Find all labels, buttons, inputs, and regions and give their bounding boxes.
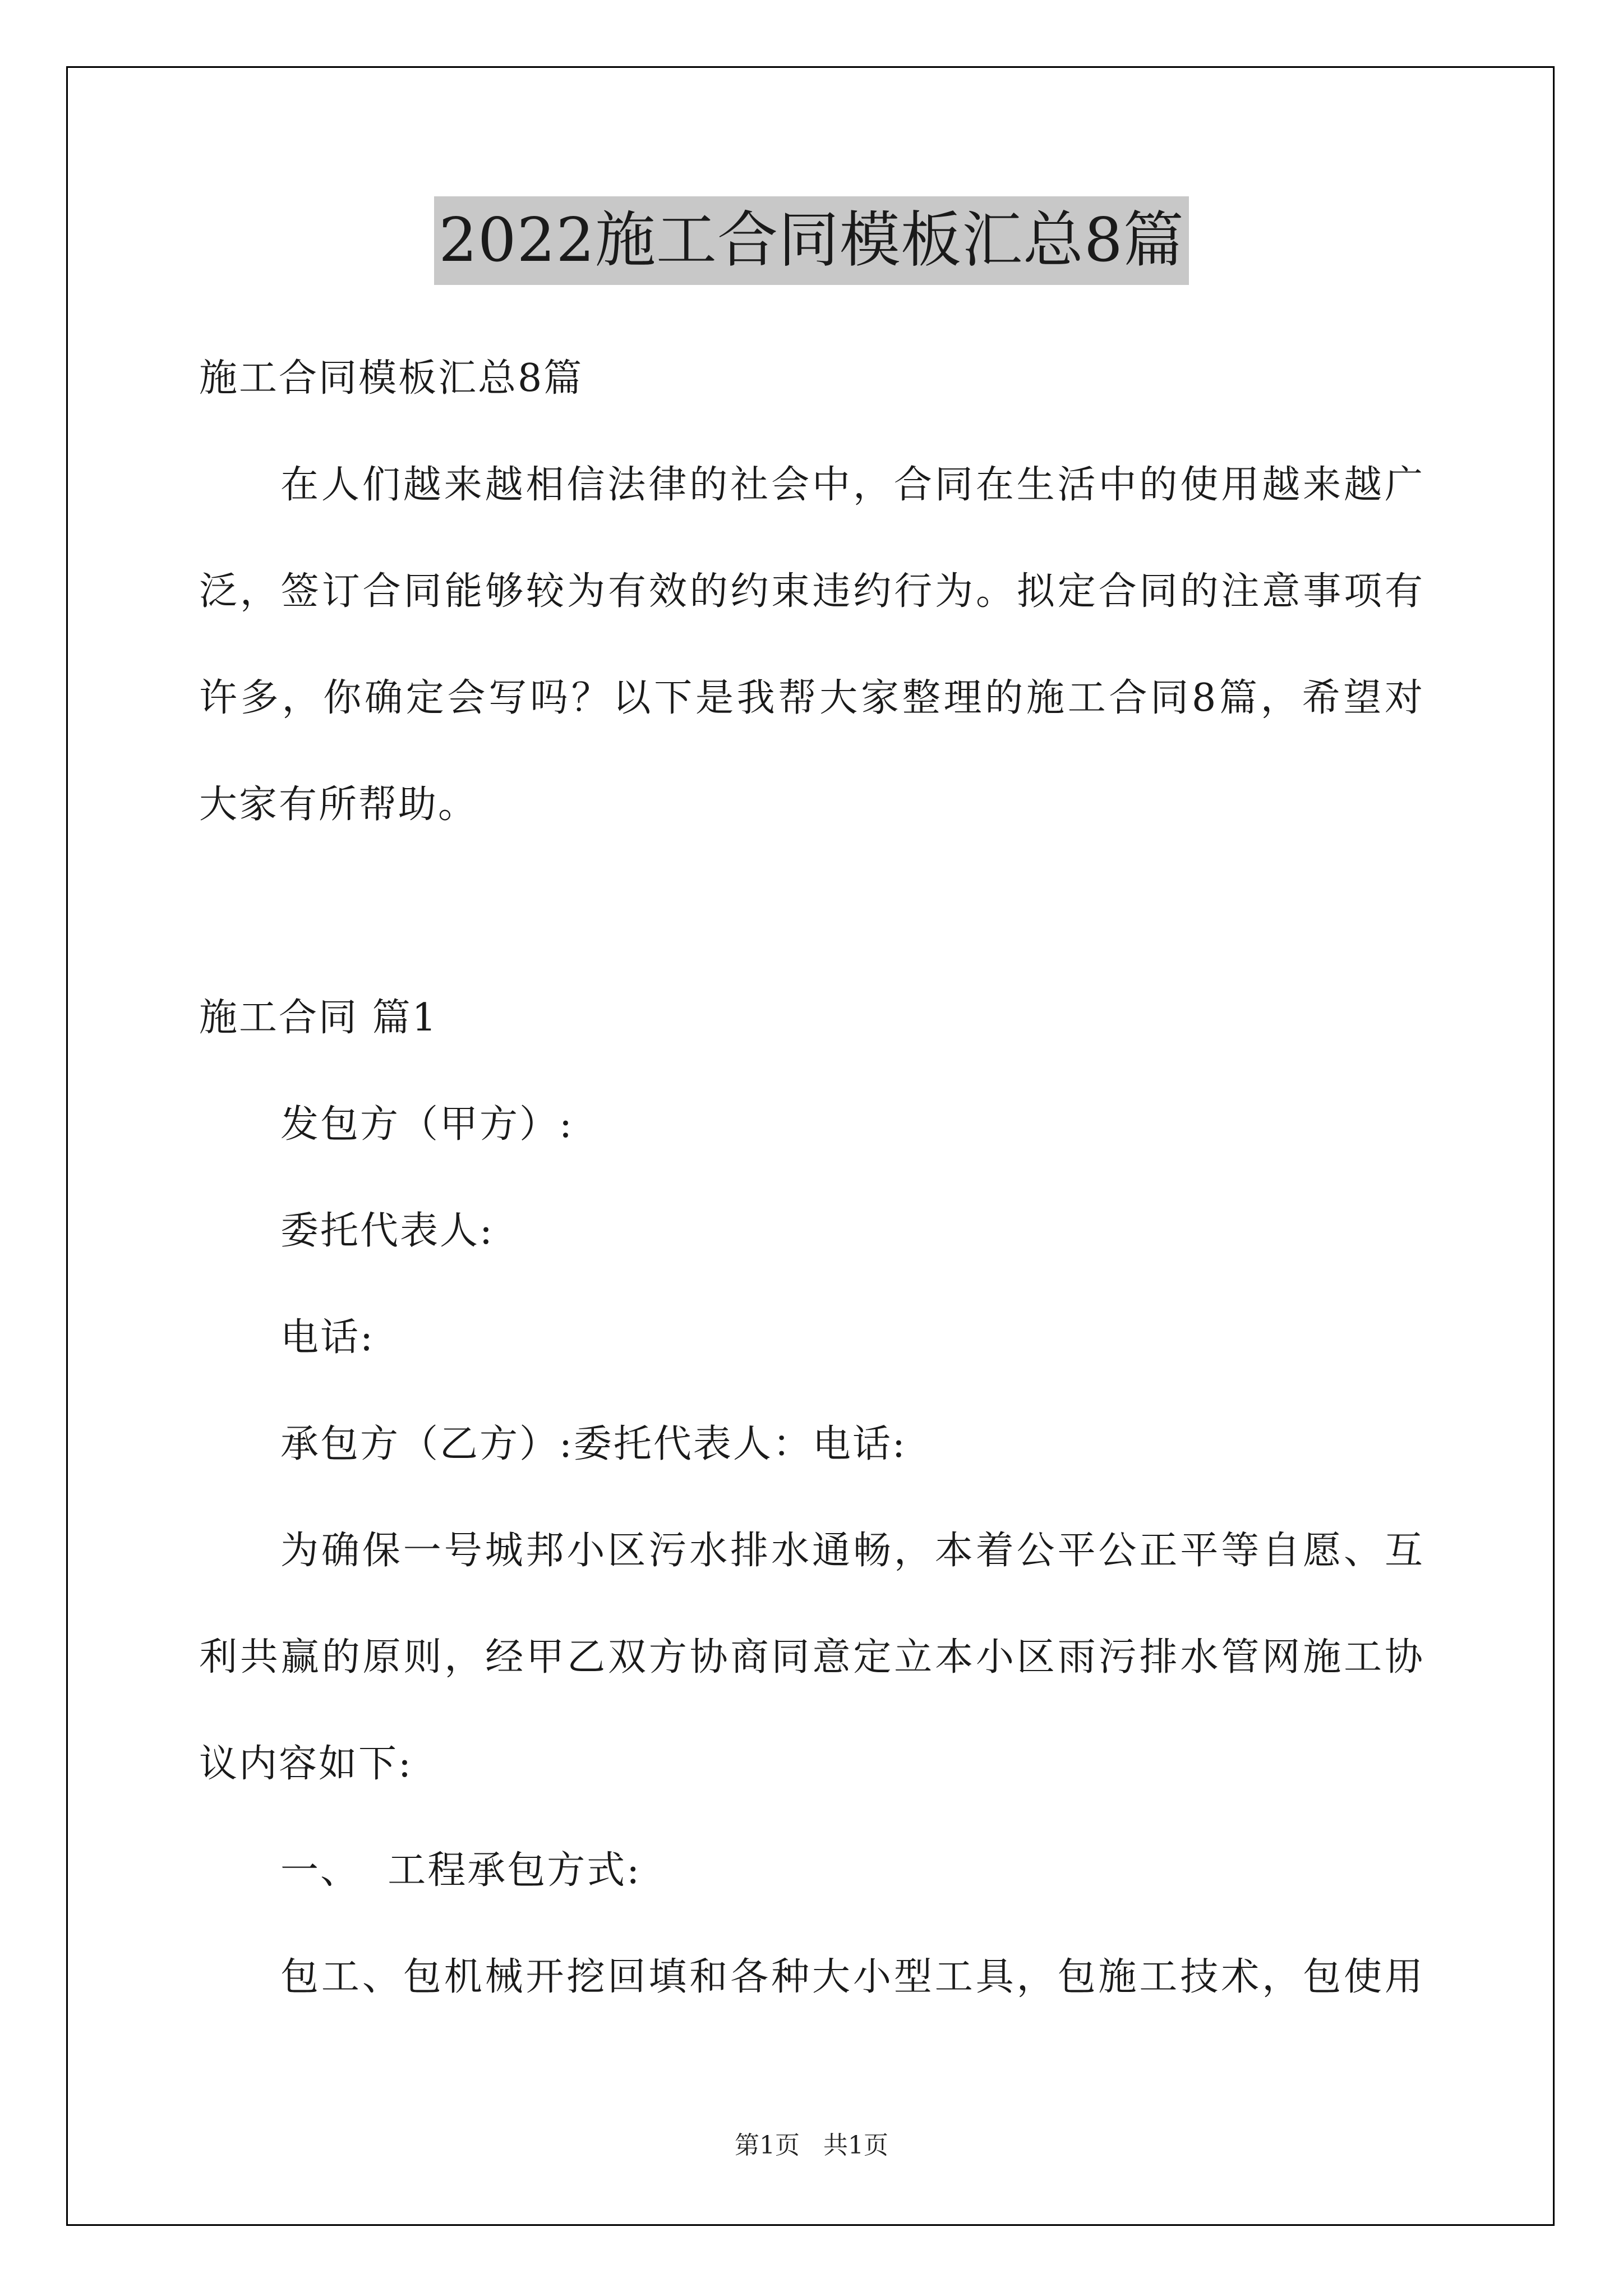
party-a-line: 发包方（甲方）: xyxy=(280,1102,574,1147)
purpose-line-3: 议内容如下: xyxy=(199,1742,413,1786)
phone-line: 电话: xyxy=(280,1315,375,1360)
party-b-line: 承包方（乙方）:委托代表人：电话: xyxy=(280,1422,907,1466)
document-subtitle: 施工合同模板汇总8篇 xyxy=(199,356,584,401)
intro-line-1: 在人们越来越相信法律的社会中，合同在生活中的使用越来越广 xyxy=(280,463,1424,507)
section-heading: 施工合同 篇1 xyxy=(199,996,438,1040)
title-wrap xyxy=(0,196,1623,285)
page-footer: 第1页 共1页 xyxy=(735,2131,888,2160)
agent-line: 委托代表人: xyxy=(280,1209,494,1253)
clause-1-heading: 一、 工程承包方式: xyxy=(280,1848,642,1893)
intro-line-2: 泛，签订合同能够较为有效的约束违约行为。拟定合同的注意事项有 xyxy=(199,569,1424,614)
intro-line-4: 大家有所帮助。 xyxy=(199,783,478,827)
clause-1-text: 包工、包机械开挖回填和各种大小型工具，包施工技术，包使用 xyxy=(280,1955,1424,1999)
document-title: 2022施工合同模板汇总8篇 xyxy=(434,196,1189,285)
purpose-line-2: 利共赢的原则，经甲乙双方协商同意定立本小区雨污排水管网施工协 xyxy=(199,1635,1424,1680)
purpose-line-1: 为确保一号城邦小区污水排水通畅，本着公平公正平等自愿、互 xyxy=(280,1529,1424,1573)
intro-line-3: 许多，你确定会写吗？以下是我帮大家整理的施工合同8篇，希望对 xyxy=(199,676,1424,720)
